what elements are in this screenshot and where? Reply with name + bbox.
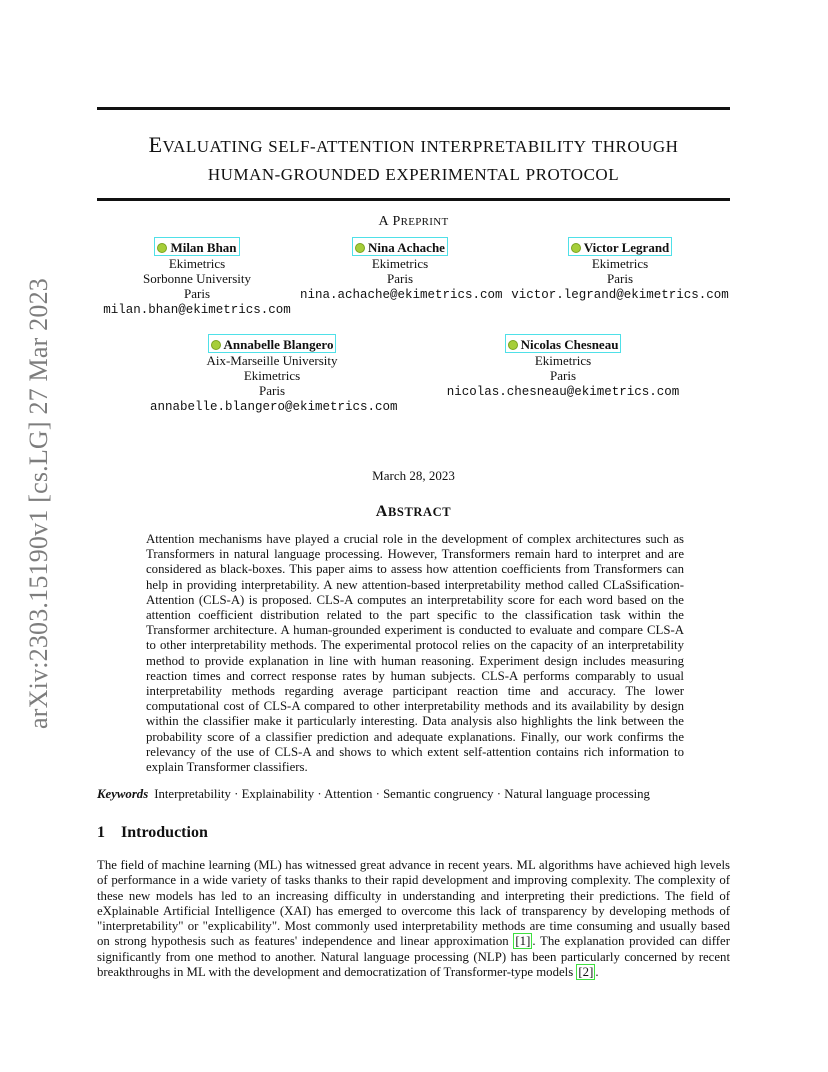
author-name-link[interactable]: Annabelle Blangero [208, 334, 337, 353]
affiliation: Ekimetrics [534, 353, 592, 368]
orcid-icon[interactable] [355, 243, 365, 253]
author-email: victor.legrand@ekimetrics.com [511, 288, 729, 302]
keywords [97, 787, 730, 802]
section-number: 1 [97, 824, 105, 841]
author-name-link[interactable]: Victor Legrand [568, 237, 673, 256]
abstract-text: Attention mechanisms have played a crucial role in the development of complex architectures such as Transformers in natural language processing. However, Transformers remain hard to interpret and are considered as black-boxes. This paper aims to assess how attention coefficients from Transformers can help in providing interpretability. A new attention-based interpretability method called CLaSsification-Attention (CLS-A) is proposed. CLS-A computes an interpretability score for each word based on the attention coefficient distribution related to the part specific to the classification task within the Transformer architecture. A human-grounded experiment is conducted to evaluate and compare CLS-A to other interpretability methods. The experimental protocol relies on the capacity of an interpretability method to provide explanation in line with human reasoning. Experiment design includes measuring reaction times and correct response rates by human subjects. CLS-A performs comparably to usual interpretability methods regarding average participant reaction time and accuracy. The lower computational cost of CLS-A compared to other interpretability methods and its availability by design within the classifier make it particularly interesting. Data analysis also highlights the link between the probability score of a classifier prediction and adequate explanations. Finally, our work confirms the relevancy of the use of CLS-A and shows to which extent self-attention contains rich information to explain Transformer classifiers. [146, 532, 684, 775]
author-name-link[interactable]: Milan Bhan [154, 237, 239, 256]
author-name-link[interactable]: Nina Achache [352, 237, 448, 256]
paper-title [97, 131, 730, 189]
affiliation: Sorbonne University [143, 271, 251, 286]
title-line-1: EVALUATING SELF-ATTENTION INTERPRETABILITY THROUGH [148, 132, 679, 157]
keywords-label: Keywords [97, 787, 149, 801]
author-email: annabelle.blangero@ekimetrics.com [150, 400, 398, 414]
title-bottom-rule [97, 198, 730, 201]
affiliation: Ekimetrics [243, 368, 301, 383]
affiliation: Paris [259, 383, 285, 398]
preprint-label: A PREPRINT [378, 214, 449, 229]
author-block-4 [150, 334, 398, 415]
section-title: Introduction [121, 824, 208, 841]
abstract-heading: ABSTRACT [375, 503, 452, 520]
intro-text: . [595, 965, 599, 980]
author-block-5 [440, 334, 686, 400]
arxiv-identifier: arXiv:2303.15190v1 [cs.LG] 27 Mar 2023 [24, 278, 53, 729]
intro-paragraph [97, 858, 730, 980]
orcid-icon[interactable] [211, 340, 221, 350]
citation-link[interactable]: [2] [578, 965, 594, 980]
affiliation: Aix-Marseille University [206, 353, 338, 368]
keywords-list: Interpretability · Explainability · Attention · Semantic congruency · Natural language processing [154, 787, 650, 801]
affiliation: Ekimetrics [371, 256, 429, 271]
top-rule [97, 107, 730, 110]
intro-text: The field of machine learning (ML) has witnessed great advance in recent years. ML algorithms have achieved high levels of performance in a wide variety of tasks thanks to their rapid development and improving complexity. The complexity of these new models has led to an increasing difficulty in understanding and interpreting their predictions. The field of eXplainable Artificial Intelligence (XAI) has emerged to overcome this lack of transparency by developing methods of "interpretability" or "explicability". Most commonly used interpretability methods are time consuming and usually based on strong hypothesis such as features' independence and linear approximation [97, 858, 730, 949]
affiliation: Paris [184, 286, 210, 301]
author-email: nina.achache@ekimetrics.com [300, 288, 503, 302]
author-block-2 [300, 237, 503, 303]
section-heading [97, 824, 208, 842]
title-line-2: HUMAN-GROUNDED EXPERIMENTAL PROTOCOL [207, 165, 620, 184]
intro-text: . The explanation provided can differ significantly from one method to another. Natural language processing (NLP) has been particularly concerned by recent breakthroughs in ML with the development and democratization of Transformer-type models [97, 934, 731, 980]
affiliation: Ekimetrics [168, 256, 226, 271]
affiliation: Ekimetrics [591, 256, 649, 271]
affiliation: Paris [387, 271, 413, 286]
orcid-icon[interactable] [157, 243, 167, 253]
author-block-1 [97, 237, 297, 318]
orcid-icon[interactable] [508, 340, 518, 350]
author-block-3 [510, 237, 730, 303]
affiliation: Paris [550, 368, 576, 383]
orcid-icon[interactable] [571, 243, 581, 253]
affiliation: Paris [607, 271, 633, 286]
author-email: milan.bhan@ekimetrics.com [103, 303, 291, 317]
author-name-link[interactable]: Nicolas Chesneau [505, 334, 622, 353]
author-email: nicolas.chesneau@ekimetrics.com [446, 385, 680, 399]
publication-date: March 28, 2023 [372, 468, 455, 483]
citation-link[interactable]: [1] [515, 934, 531, 949]
